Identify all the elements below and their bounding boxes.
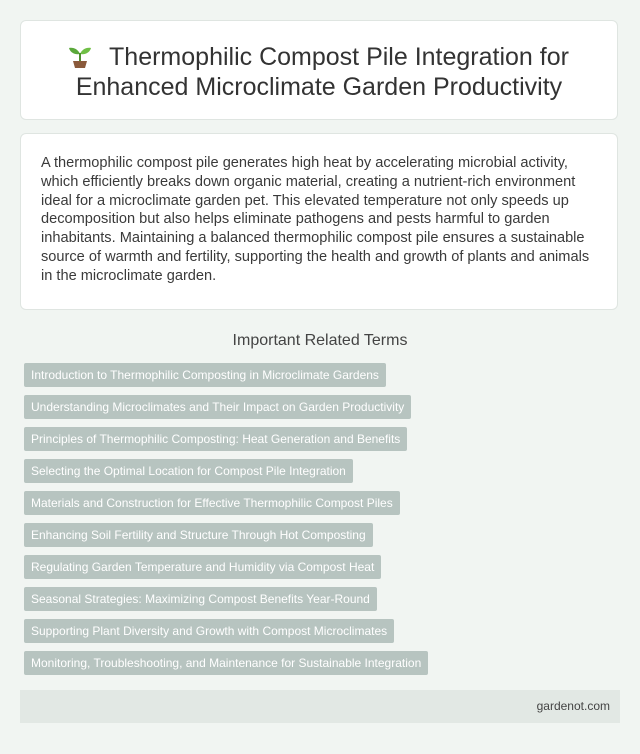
title-card: [20, 20, 618, 120]
page-title-text: Thermophilic Compost Pile Integration for Enhanced Microclimate Garden Productivity: [75, 43, 569, 101]
related-term-chip[interactable]: Regulating Garden Temperature and Humidity via Compost Heat: [24, 555, 381, 579]
footer-site-link[interactable]: gardenot.com: [536, 699, 610, 713]
sprout-icon: [69, 44, 91, 68]
description-card: [20, 133, 618, 310]
related-term-chip[interactable]: Introduction to Thermophilic Composting in Microclimate Gardens: [24, 363, 386, 387]
related-term-chip[interactable]: Enhancing Soil Fertility and Structure Through Hot Composting: [24, 523, 373, 547]
related-terms-list: [24, 363, 428, 683]
related-term-chip[interactable]: Seasonal Strategies: Maximizing Compost Benefits Year-Round: [24, 587, 377, 611]
related-terms-heading: Important Related Terms: [232, 332, 408, 349]
description-text: A thermophilic compost pile generates high heat by accelerating microbial activity, which efficiently breaks down organic material, creating a nutrient-rich environment ideal for a microclimate garden pet. This elevated temperature not only speeds up decomposition but also helps eliminate pathogens and pests harmful to garden inhabitants. Maintaining a balanced thermophilic compost pile ensures a sustainable source of warmth and fertility, supporting the health and growth of plants and animals in the microclimate garden.: [41, 155, 590, 284]
related-term-chip[interactable]: Materials and Construction for Effective Thermophilic Compost Piles: [24, 491, 400, 515]
related-term-chip[interactable]: Monitoring, Troubleshooting, and Maintenance for Sustainable Integration: [24, 651, 428, 675]
related-term-chip[interactable]: Understanding Microclimates and Their Impact on Garden Productivity: [24, 395, 411, 419]
footer-bar: [20, 690, 620, 723]
related-term-chip[interactable]: Supporting Plant Diversity and Growth with Compost Microclimates: [24, 619, 394, 643]
related-term-chip[interactable]: Principles of Thermophilic Composting: Heat Generation and Benefits: [24, 427, 407, 451]
page-title: [21, 21, 617, 102]
related-term-chip[interactable]: Selecting the Optimal Location for Compost Pile Integration: [24, 459, 353, 483]
